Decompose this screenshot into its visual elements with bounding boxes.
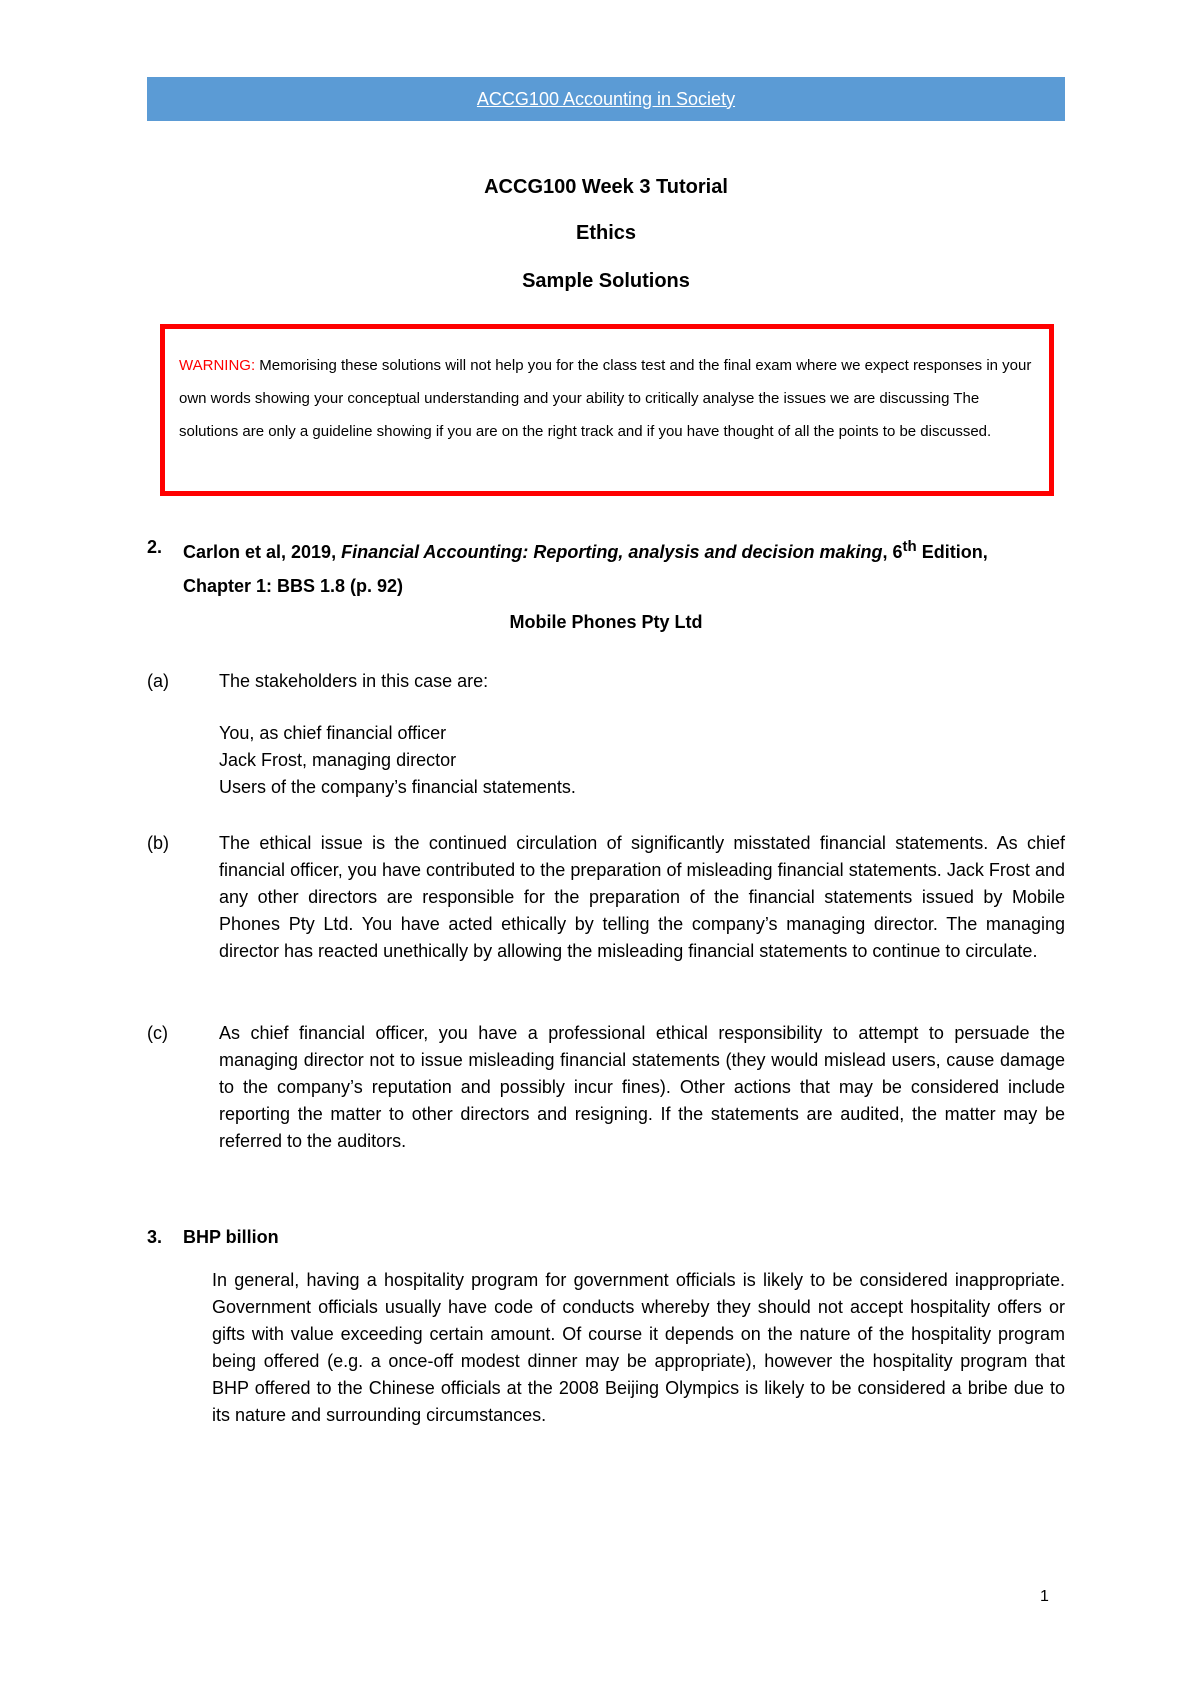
ref-edition-pre: , 6 [882,542,903,562]
answer-a-intro: The stakeholders in this case are: [219,671,489,691]
warning-text: Memorising these solutions will not help you for the class test and the final exam where we expect responses in your own words showing your conceptual understanding and your ability to critically analyse the issues we are discussing The solutions are only a guideline showing if you are on the right track and if you have thought of all the points to be discussed. [179,357,1032,440]
list-item: Users of the company’s financial statements. [219,777,576,797]
ref-edition-sup: th [902,538,917,555]
header-bar [147,77,1065,121]
list-item: Jack Frost, managing director [219,750,457,770]
question-2-number: 2. [147,537,163,557]
answer-a [147,668,1065,695]
answer-c-tag: (c) [147,1023,168,1043]
ref-chapter: Chapter 1: BBS 1.8 (p. 92) [183,576,404,596]
topic-title: Ethics [575,222,637,244]
ref-authors: Carlon et al, 2019, [183,542,342,562]
question-3-heading [147,1227,279,1248]
answer-b [147,830,1065,965]
question-2-heading [147,530,1065,603]
stakeholder-list [219,720,576,801]
question-3-number: 3. [147,1227,163,1247]
answer-a-tag: (a) [147,671,169,691]
ref-edition-post: Edition, [916,542,988,562]
question-3-title: BHP billion [183,1227,279,1247]
case-title: Mobile Phones Pty Ltd [509,612,703,632]
list-item: You, as chief financial officer [219,723,447,743]
course-title-link[interactable]: ACCG100 Accounting in Society [476,88,736,109]
answer-b-text: The ethical issue is the continued circulation of significantly misstated financial statements. As chief financial officer, you have contributed to the preparation of misleading financial statements. Jack Frost and any other directors are responsible for the preparation of the financial statements issued by Mobile Phones Pty Ltd. You have acted ethically by telling the company’s managing director. The managing director has reacted unethically by allowing the misleading financial statements to continue to circulate. [219,833,1065,961]
ref-book-title: Financial Accounting: Reporting, analysis and decision making [341,542,883,562]
page-number: 1 [1040,1588,1049,1605]
question-3-text: In general, having a hospitality program for government officials is likely to be considered inappropriate. Government officials usually have code of conducts whereby they should not accept hospitality offers or gifts with value exceeding certain amount. Of course it depends on the nature of the hospitality program being offered (e.g. a once-off modest dinner may be appropriate), however the hospitality program that BHP offered to the Chinese officials at the 2008 Beijing Olympics is likely to be considered a bribe due to its nature and surrounding circumstances. [212,1270,1065,1425]
page-title: ACCG100 Week 3 Tutorial [484,176,728,198]
answer-c [147,1020,1065,1155]
answer-b-tag: (b) [147,833,169,853]
answer-c-text: As chief financial officer, you have a professional ethical responsibility to attempt to persuade the managing director not to issue misleading financial statements (they would mislead users, cause damage to the company’s reputation and possibly incur fines). Other actions that may be considered include reporting the matter to other directors and resigning. If the statements are audited, the matter may be referred to the auditors. [219,1023,1065,1151]
subtitle: Sample Solutions [522,270,690,292]
warning-label: WARNING: [179,357,256,374]
warning-box [160,324,1054,496]
